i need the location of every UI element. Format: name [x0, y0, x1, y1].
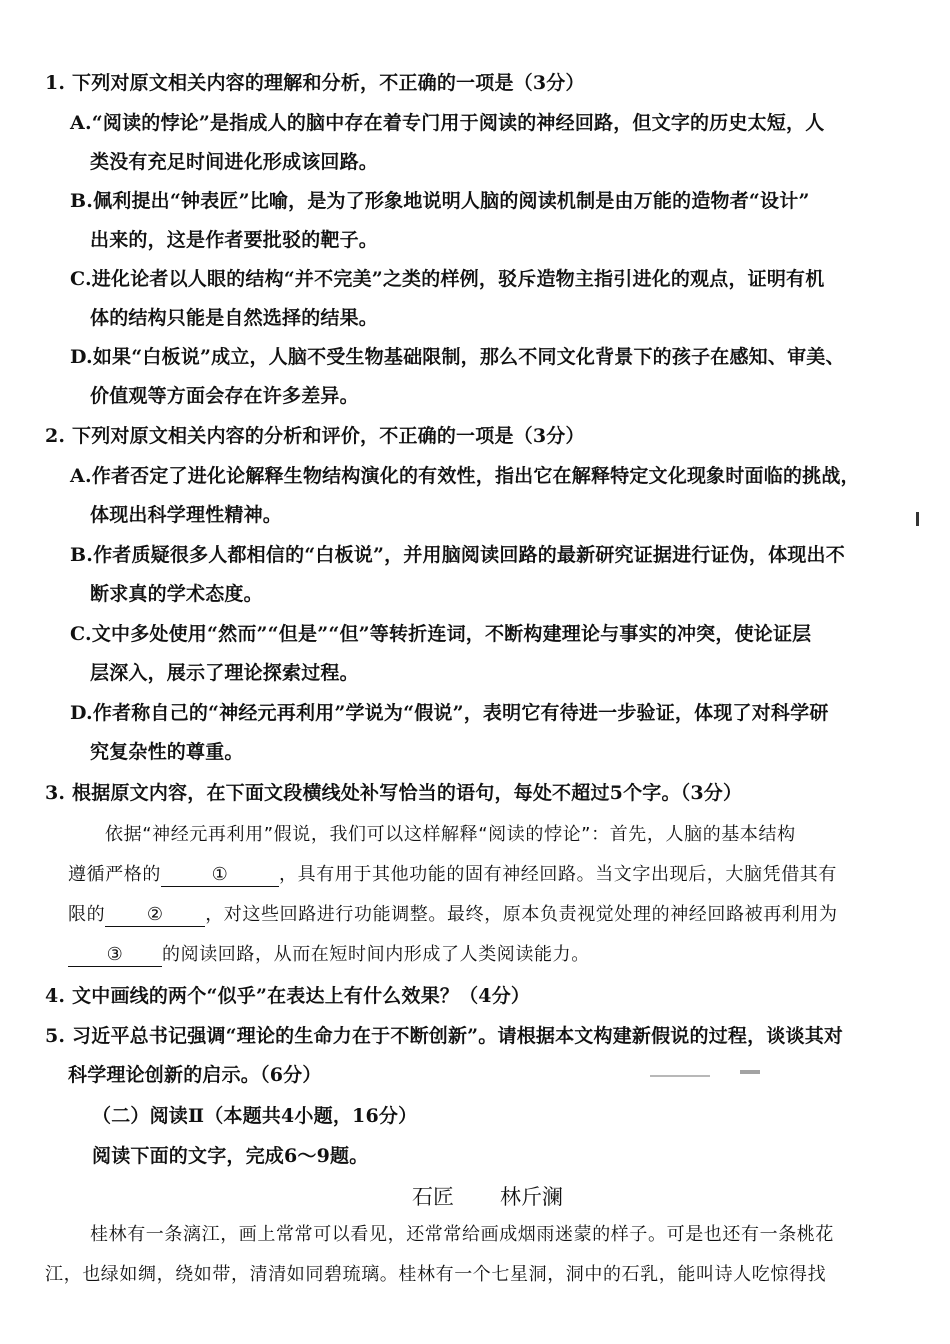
- q3-stem: 3. 根据原文内容，在下面文段横线处补写恰当的语句，每处不超过5个字。（3分）: [45, 782, 743, 804]
- q2-option-d-line1: D.作者称自己的“神经元再利用”学说为“假说”，表明它有待进一步验证，体现了对科学研: [70, 702, 829, 724]
- q1-option-a-line1: A.“阅读的悖论”是指成人的脑中存在着专门用于阅读的神经回路，但文字的历史太短，人: [70, 112, 825, 134]
- q1-option-d-line1: D.如果“白板说”成立，人脑不受生物基础限制，那么不同文化背景下的孩子在感知、审美、: [70, 346, 845, 368]
- q3-passage-line3-end: ，对这些回路进行功能调整。最终，原本负责视觉处理的神经回路被再利用为: [205, 904, 838, 925]
- scan-smudge: [650, 1075, 710, 1077]
- q1-option-a-line2: 类没有充足时间进化形成该回路。: [90, 151, 379, 173]
- section2-instruction: 阅读下面的文字，完成6～9题。: [92, 1145, 369, 1167]
- q1-option-c-line2: 体的结构只能是自然选择的结果。: [90, 307, 379, 329]
- q1-option-d-line2: 价值观等方面会存在许多差异。: [90, 385, 359, 407]
- story-author: 林斤澜: [500, 1185, 563, 1209]
- q2-option-c-line1: C.文中多处使用“然而”“但是”“但”等转折连词，不断构建理论与事实的冲突，使论证层: [70, 623, 812, 645]
- story-paragraph-line1: 桂林有一条漓江，画上常常可以看见，还常常给画成烟雨迷蒙的样子。可是也还有一条桃花: [90, 1224, 834, 1245]
- q3-passage-line2: [68, 862, 837, 888]
- q2-option-c-line2: 层深入，展示了理论探索过程。: [90, 662, 359, 684]
- q1-option-c-line1: C.进化论者以人眼的结构“并不完美”之类的样例，驳斥造物主指引进化的观点，证明有机: [70, 268, 825, 290]
- q3-blank-3: ③: [68, 944, 162, 967]
- q2-option-a-line2: 体现出科学理性精神。: [90, 504, 283, 526]
- q3-passage-line3: [68, 902, 838, 928]
- q3-passage-line3-start: 限的: [68, 904, 106, 925]
- q1-option-b-line2: 出来的，这是作者要批驳的靶子。: [90, 229, 379, 251]
- q4-stem: 4. 文中画线的两个“似乎”在表达上有什么效果？（4分）: [45, 985, 531, 1007]
- q2-option-d-line2: 究复杂性的尊重。: [90, 741, 244, 763]
- q3-passage-line4: [68, 942, 590, 968]
- q3-passage-line2-start: 遵循严格的: [68, 864, 161, 885]
- q2-option-b-line2: 断求真的学术态度。: [90, 583, 263, 605]
- q3-blank-2: ②: [105, 904, 205, 927]
- q1-stem: 1. 下列对原文相关内容的理解和分析，不正确的一项是（3分）: [45, 72, 585, 94]
- scan-mark: [916, 512, 919, 526]
- q2-option-b-line1: B.作者质疑很多人都相信的“白板说”，并用脑阅读回路的最新研究证据进行证伪，体现出不: [70, 544, 845, 566]
- q5-stem-line2: 科学理论创新的启示。（6分）: [68, 1064, 322, 1086]
- story-paragraph-line2: 江，也绿如绸，绕如带，清清如同碧琉璃。桂林有一个七星洞，洞中的石乳，能叫诗人吃惊得找: [45, 1264, 827, 1285]
- q3-passage-line2-end: ，具有用于其他功能的固有神经回路。当文字出现后，大脑凭借其有: [279, 864, 837, 885]
- q3-passage-line4-end: 的阅读回路，从而在短时间内形成了人类阅读能力。: [162, 944, 590, 965]
- q2-option-a-line1: A.作者否定了进化论解释生物结构演化的有效性，指出它在解释特定文化现象时面临的挑战，: [70, 465, 860, 487]
- q3-passage-line1: 依据“神经元再利用”假说，我们可以这样解释“阅读的悖论”：首先，人脑的基本结构: [105, 824, 796, 845]
- q5-stem-line1: 5. 习近平总书记强调“理论的生命力在于不断创新”。请根据本文构建新假说的过程，谈谈其对: [45, 1025, 844, 1047]
- scan-smudge: [740, 1070, 760, 1074]
- q2-stem: 2. 下列对原文相关内容的分析和评价，不正确的一项是（3分）: [45, 425, 585, 447]
- q3-blank-1: ①: [161, 864, 279, 887]
- story-title: 石匠: [412, 1185, 454, 1209]
- section2-heading: （二）阅读Ⅱ（本题共4小题，16分）: [92, 1105, 418, 1127]
- q1-option-b-line1: B.佩利提出“钟表匠”比喻，是为了形象地说明人脑的阅读机制是由万能的造物者“设计”: [70, 190, 810, 212]
